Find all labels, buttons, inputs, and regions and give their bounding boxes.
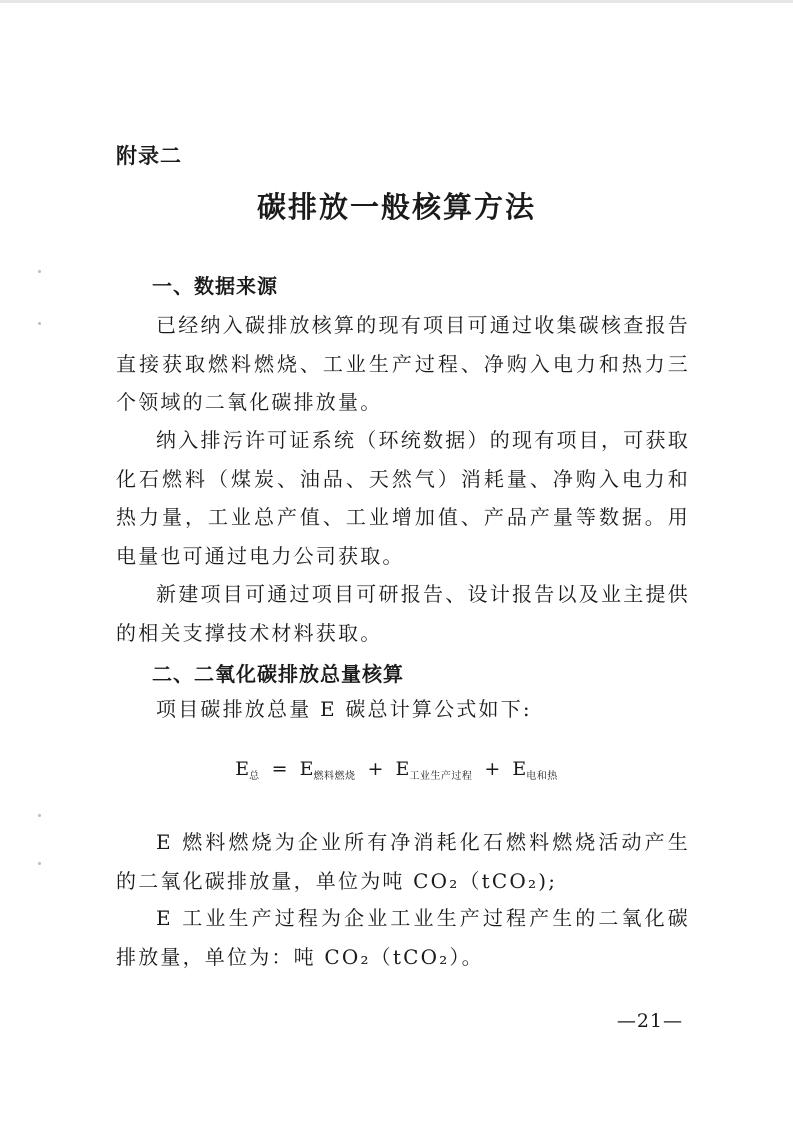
formula-intro: 项目碳排放总量 E 碳总计算公式如下: [156,697,532,721]
formula-term-fuel-subscript: 燃料燃烧 [313,771,356,782]
definition-industrial-process: E 工业生产过程为企业工业生产过程产生的二氧化碳排放量，单位为：吨 CO₂（tCO₂）。 [116,906,690,969]
formula-term-power-heat-subscript: 电和热 [526,771,558,782]
formula-term-process: E [395,758,410,780]
definition-fuel-combustion: E 燃料燃烧为企业所有净消耗化石燃料燃烧活动产生的二氧化碳排放量，单位为吨 CO₂（tCO₂); [116,830,690,893]
section-heading-total-emissions: 二、二氧化碳排放总量核算 [152,662,404,686]
scan-speck [38,814,41,817]
formula-plus: + [484,758,501,780]
section-heading-data-source: 一、数据来源 [152,274,278,298]
page-number: —21— [616,1010,683,1032]
formula-equals: = [271,758,288,780]
formula-lhs-subscript: 总 [249,771,260,782]
formula-lhs: E [235,758,250,780]
formula-term-power-heat: E [512,758,527,780]
scan-top-edge [0,0,793,3]
paragraph-permit-system: 纳入排污许可证系统（环统数据）的现有项目，可获取化石燃料（煤炭、油品、天然气）消耗量、净购入电力和热力量，工业总产值、工业增加值、产品产量等数据。用电量也可通过电力公司获取。 [116,428,690,568]
emission-formula [0,758,793,782]
scan-speck [38,322,41,325]
document-title: 碳排放一般核算方法 [256,190,536,224]
formula-plus: + [367,758,384,780]
scan-speck [38,862,41,865]
formula-term-process-subscript: 工业生产过程 [409,771,473,782]
appendix-label: 附录二 [116,144,182,168]
paragraph-new-projects: 新建项目可通过项目可研报告、设计报告以及业主提供的相关支撑技术材料获取。 [116,582,690,645]
formula-term-fuel: E [299,758,314,780]
paragraph-existing-projects: 已经纳入碳排放核算的现有项目可通过收集碳核查报告直接获取燃料燃烧、工业生产过程、净购入电力和热力三个领域的二氧化碳排放量。 [116,313,690,414]
scan-speck [38,270,41,273]
